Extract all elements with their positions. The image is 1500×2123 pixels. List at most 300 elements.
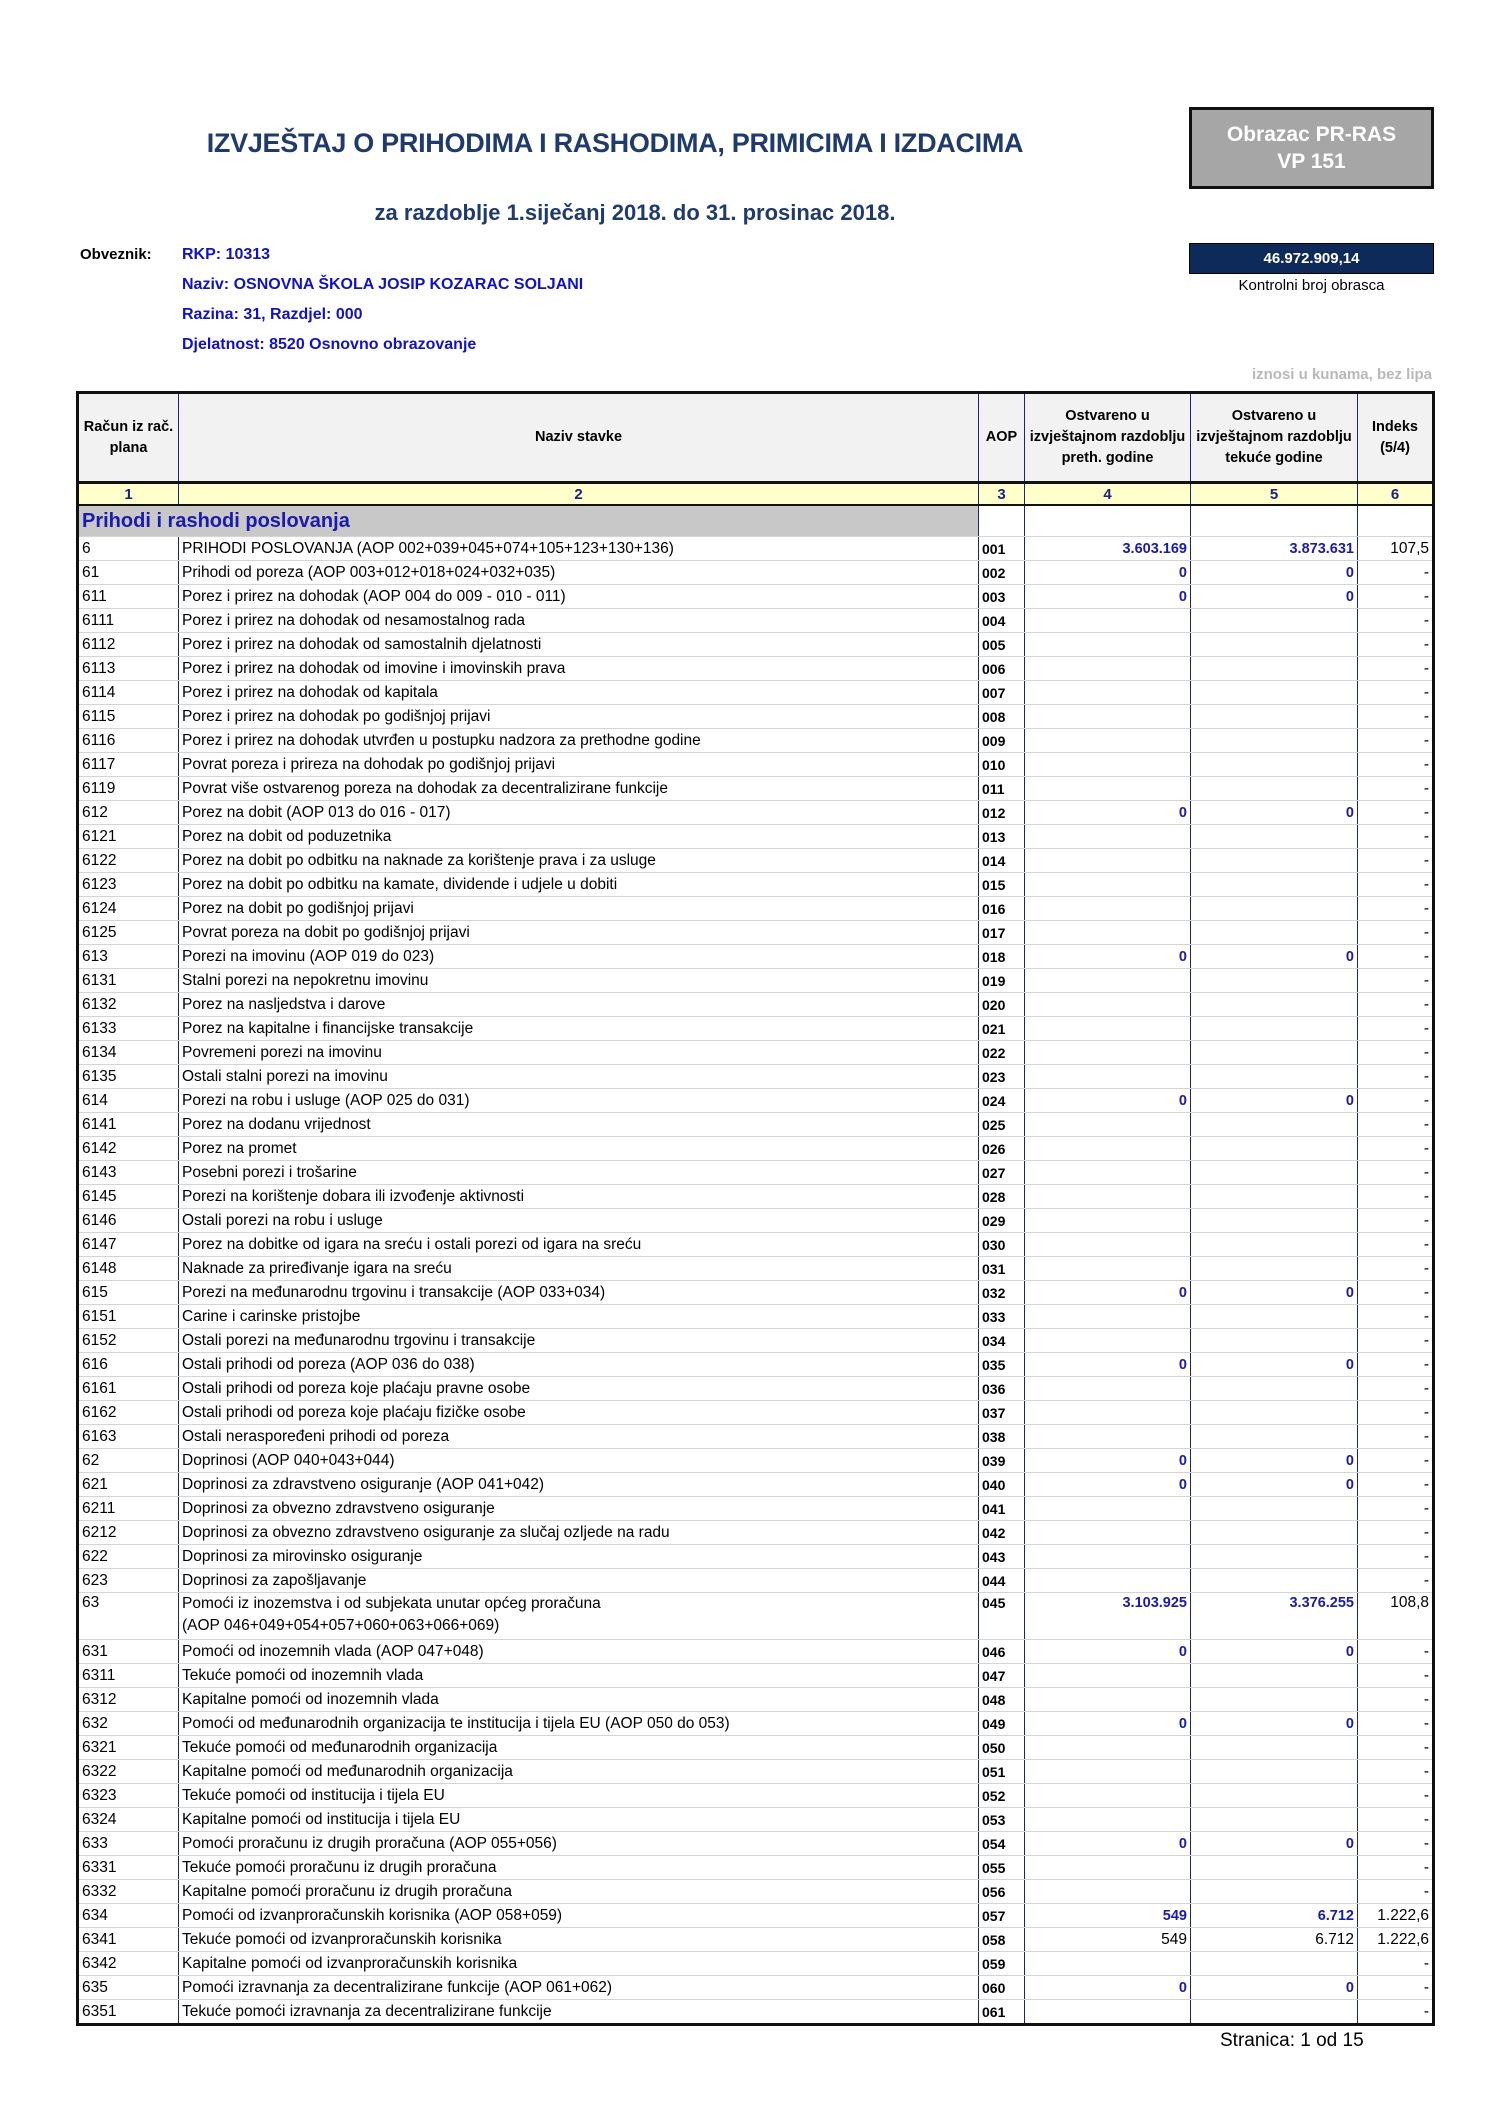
index-value: - bbox=[1358, 873, 1434, 897]
item-name: Pomoći od inozemnih vlada (AOP 047+048) bbox=[179, 1640, 979, 1664]
account-code: 6322 bbox=[78, 1760, 179, 1784]
table-row bbox=[78, 609, 1434, 633]
table-row bbox=[78, 873, 1434, 897]
item-name: Porez na promet bbox=[179, 1137, 979, 1161]
control-number: 46.972.909,14 bbox=[1189, 243, 1434, 274]
account-code: 6332 bbox=[78, 1880, 179, 1904]
item-name: Ostali prihodi od poreza koje plaćaju fizičke osobe bbox=[179, 1401, 979, 1425]
index-value: - bbox=[1358, 1113, 1434, 1137]
table-row bbox=[78, 1041, 1434, 1065]
item-name: Porez na dobit po odbitku na naknade za korištenje prava i za usluge bbox=[179, 849, 979, 873]
table-row bbox=[78, 1329, 1434, 1353]
table-row bbox=[78, 1808, 1434, 1832]
current-year-amount bbox=[1191, 705, 1358, 729]
item-name: Doprinosi za obvezno zdravstveno osiguranje bbox=[179, 1497, 979, 1521]
account-code: 6311 bbox=[78, 1664, 179, 1688]
current-year-amount: 0 bbox=[1191, 1640, 1358, 1664]
index-value: - bbox=[1358, 1808, 1434, 1832]
index-value: - bbox=[1358, 1760, 1434, 1784]
prev-year-amount bbox=[1025, 1041, 1191, 1065]
account-code: 6143 bbox=[78, 1161, 179, 1185]
aop-code: 003 bbox=[979, 585, 1025, 609]
prev-year-amount: 0 bbox=[1025, 561, 1191, 585]
index-value: - bbox=[1358, 1664, 1434, 1688]
table-row bbox=[78, 897, 1434, 921]
aop-code: 056 bbox=[979, 1880, 1025, 1904]
table-row bbox=[78, 1281, 1434, 1305]
form-code: Obrazac PR-RAS bbox=[1226, 123, 1397, 146]
current-year-amount bbox=[1191, 1113, 1358, 1137]
account-code: 6 bbox=[78, 537, 179, 561]
index-value: - bbox=[1358, 1161, 1434, 1185]
index-value: - bbox=[1358, 1832, 1434, 1856]
aop-code: 043 bbox=[979, 1545, 1025, 1569]
prev-year-amount: 0 bbox=[1025, 945, 1191, 969]
prev-year-amount: 0 bbox=[1025, 801, 1191, 825]
table-row bbox=[78, 1017, 1434, 1041]
table-row bbox=[78, 1904, 1434, 1928]
prev-year-amount bbox=[1025, 873, 1191, 897]
amounts-note: iznosi u kunama, bez lipa bbox=[1251, 366, 1432, 383]
aop-code: 010 bbox=[979, 753, 1025, 777]
account-code: 6324 bbox=[78, 1808, 179, 1832]
index-value: - bbox=[1358, 969, 1434, 993]
prev-year-amount bbox=[1025, 1425, 1191, 1449]
item-name: Posebni porezi i trošarine bbox=[179, 1161, 979, 1185]
prev-year-amount bbox=[1025, 1664, 1191, 1688]
index-value: - bbox=[1358, 1137, 1434, 1161]
current-year-amount bbox=[1191, 1784, 1358, 1808]
item-name: Porez i prirez na dohodak od nesamostalnog rada bbox=[179, 609, 979, 633]
index-value: 107,5 bbox=[1358, 537, 1434, 561]
current-year-amount bbox=[1191, 1257, 1358, 1281]
index-value: - bbox=[1358, 1688, 1434, 1712]
prev-year-amount bbox=[1025, 1113, 1191, 1137]
aop-code: 026 bbox=[979, 1137, 1025, 1161]
item-name: Kapitalne pomoći od institucija i tijela EU bbox=[179, 1808, 979, 1832]
table-row bbox=[78, 585, 1434, 609]
aop-code: 015 bbox=[979, 873, 1025, 897]
item-name: Porez na dodanu vrijednost bbox=[179, 1113, 979, 1137]
current-year-amount bbox=[1191, 1377, 1358, 1401]
index-value: - bbox=[1358, 1449, 1434, 1473]
prev-year-amount: 0 bbox=[1025, 1473, 1191, 1497]
item-name: Pomoći od izvanproračunskih korisnika (AOP 058+059) bbox=[179, 1904, 979, 1928]
aop-code: 028 bbox=[979, 1185, 1025, 1209]
current-year-amount bbox=[1191, 657, 1358, 681]
prev-year-amount bbox=[1025, 1305, 1191, 1329]
account-code: 6151 bbox=[78, 1305, 179, 1329]
current-year-amount bbox=[1191, 1041, 1358, 1065]
account-code: 6321 bbox=[78, 1736, 179, 1760]
aop-code: 041 bbox=[979, 1497, 1025, 1521]
index-value: - bbox=[1358, 657, 1434, 681]
aop-code: 061 bbox=[979, 2000, 1025, 2025]
col-header-name: Naziv stavke bbox=[179, 393, 979, 483]
col-number: 4 bbox=[1025, 483, 1191, 506]
current-year-amount bbox=[1191, 609, 1358, 633]
account-code: 6148 bbox=[78, 1257, 179, 1281]
prev-year-amount bbox=[1025, 1856, 1191, 1880]
table-row bbox=[78, 1473, 1434, 1497]
index-value: - bbox=[1358, 849, 1434, 873]
table-row bbox=[78, 1856, 1434, 1880]
prev-year-amount bbox=[1025, 1065, 1191, 1089]
table-row bbox=[78, 945, 1434, 969]
account-code: 6133 bbox=[78, 1017, 179, 1041]
index-value: - bbox=[1358, 1497, 1434, 1521]
account-code: 6135 bbox=[78, 1065, 179, 1089]
table-row bbox=[78, 537, 1434, 561]
index-value: - bbox=[1358, 681, 1434, 705]
prev-year-amount bbox=[1025, 609, 1191, 633]
col-number: 1 bbox=[78, 483, 179, 506]
current-year-amount bbox=[1191, 1856, 1358, 1880]
prev-year-amount bbox=[1025, 921, 1191, 945]
account-code: 632 bbox=[78, 1712, 179, 1736]
current-year-amount bbox=[1191, 1664, 1358, 1688]
index-value: - bbox=[1358, 1640, 1434, 1664]
table-row bbox=[78, 1233, 1434, 1257]
current-year-amount bbox=[1191, 1329, 1358, 1353]
account-code: 6112 bbox=[78, 633, 179, 657]
current-year-amount bbox=[1191, 2000, 1358, 2025]
prev-year-amount bbox=[1025, 1257, 1191, 1281]
current-year-amount bbox=[1191, 1688, 1358, 1712]
table-row bbox=[78, 1760, 1434, 1784]
aop-code: 021 bbox=[979, 1017, 1025, 1041]
item-name: Doprinosi za obvezno zdravstveno osiguranje za slučaj ozljede na radu bbox=[179, 1521, 979, 1545]
prev-year-amount: 0 bbox=[1025, 1449, 1191, 1473]
account-code: 6124 bbox=[78, 897, 179, 921]
entity-name: Naziv: OSNOVNA ŠKOLA JOSIP KOZARAC SOLJANI bbox=[182, 276, 584, 293]
account-code: 6116 bbox=[78, 729, 179, 753]
item-name: Ostali prihodi od poreza (AOP 036 do 038) bbox=[179, 1353, 979, 1377]
item-name: Porez i prirez na dohodak od imovine i imovinskih prava bbox=[179, 657, 979, 681]
account-code: 635 bbox=[78, 1976, 179, 2000]
table-row bbox=[78, 1497, 1434, 1521]
item-name: Porezi na robu i usluge (AOP 025 do 031) bbox=[179, 1089, 979, 1113]
prev-year-amount bbox=[1025, 753, 1191, 777]
account-code: 6342 bbox=[78, 1952, 179, 1976]
account-code: 6123 bbox=[78, 873, 179, 897]
prev-year-amount: 0 bbox=[1025, 1640, 1191, 1664]
item-name: Naknade za priređivanje igara na sreću bbox=[179, 1257, 979, 1281]
prev-year-amount: 549 bbox=[1025, 1904, 1191, 1928]
table-row bbox=[78, 657, 1434, 681]
header-row bbox=[78, 393, 1434, 483]
current-year-amount bbox=[1191, 1305, 1358, 1329]
aop-code: 059 bbox=[979, 1952, 1025, 1976]
aop-code: 005 bbox=[979, 633, 1025, 657]
index-value: - bbox=[1358, 1281, 1434, 1305]
index-value: - bbox=[1358, 1736, 1434, 1760]
account-code: 614 bbox=[78, 1089, 179, 1113]
table-row bbox=[78, 849, 1434, 873]
item-name: Porez na dobit po godišnjoj prijavi bbox=[179, 897, 979, 921]
current-year-amount bbox=[1191, 777, 1358, 801]
table-row bbox=[78, 1569, 1434, 1593]
item-name: Kapitalne pomoći od inozemnih vlada bbox=[179, 1688, 979, 1712]
aop-code: 055 bbox=[979, 1856, 1025, 1880]
aop-code: 019 bbox=[979, 969, 1025, 993]
prev-year-amount bbox=[1025, 1808, 1191, 1832]
prev-year-amount bbox=[1025, 1329, 1191, 1353]
current-year-amount bbox=[1191, 1065, 1358, 1089]
item-name: Tekuće pomoći od međunarodnih organizacija bbox=[179, 1736, 979, 1760]
current-year-amount: 0 bbox=[1191, 1089, 1358, 1113]
index-value: - bbox=[1358, 609, 1434, 633]
item-name: Pomoći iz inozemstva i od subjekata unutar općeg proračuna (AOP 046+049+054+057+060+063+066+069) bbox=[179, 1593, 979, 1640]
aop-code: 051 bbox=[979, 1760, 1025, 1784]
account-code: 6341 bbox=[78, 1928, 179, 1952]
index-value: - bbox=[1358, 1521, 1434, 1545]
prev-year-amount: 0 bbox=[1025, 1353, 1191, 1377]
index-value: - bbox=[1358, 801, 1434, 825]
table-row bbox=[78, 1521, 1434, 1545]
table-row bbox=[78, 1664, 1434, 1688]
aop-code: 001 bbox=[979, 537, 1025, 561]
item-name: Porez na nasljedstva i darove bbox=[179, 993, 979, 1017]
col-number: 2 bbox=[179, 483, 979, 506]
prev-year-amount bbox=[1025, 1736, 1191, 1760]
current-year-amount bbox=[1191, 729, 1358, 753]
col-header-current-year: Ostvareno u izvještajnom razdoblju tekuće godine bbox=[1191, 393, 1358, 483]
report-period: za razdoblje 1.siječanj 2018. do 31. prosinac 2018. bbox=[374, 200, 896, 225]
item-name: Ostali neraspoređeni prihodi od poreza bbox=[179, 1425, 979, 1449]
aop-code: 004 bbox=[979, 609, 1025, 633]
index-value: - bbox=[1358, 1185, 1434, 1209]
table-row bbox=[78, 1640, 1434, 1664]
index-value: - bbox=[1358, 2000, 1434, 2025]
table-row bbox=[78, 681, 1434, 705]
item-name: Kapitalne pomoći proračunu iz drugih proračuna bbox=[179, 1880, 979, 1904]
table-row bbox=[78, 1952, 1434, 1976]
item-name: Porez na dobit (AOP 013 do 016 - 017) bbox=[179, 801, 979, 825]
item-name: Doprinosi za zapošljavanje bbox=[179, 1569, 979, 1593]
item-name: PRIHODI POSLOVANJA (AOP 002+039+045+074+105+123+130+136) bbox=[179, 537, 979, 561]
aop-code: 007 bbox=[979, 681, 1025, 705]
aop-code: 013 bbox=[979, 825, 1025, 849]
current-year-amount: 3.873.631 bbox=[1191, 537, 1358, 561]
item-name: Porez i prirez na dohodak (AOP 004 do 009 - 010 - 011) bbox=[179, 585, 979, 609]
aop-code: 030 bbox=[979, 1233, 1025, 1257]
account-code: 6134 bbox=[78, 1041, 179, 1065]
table-row bbox=[78, 1353, 1434, 1377]
empty-cell bbox=[979, 505, 1025, 537]
index-value: 1.222,6 bbox=[1358, 1928, 1434, 1952]
aop-code: 042 bbox=[979, 1521, 1025, 1545]
item-name: Povremeni porezi na imovinu bbox=[179, 1041, 979, 1065]
aop-code: 008 bbox=[979, 705, 1025, 729]
prev-year-amount bbox=[1025, 1880, 1191, 1904]
index-value: - bbox=[1358, 1017, 1434, 1041]
account-code: 6323 bbox=[78, 1784, 179, 1808]
prev-year-amount bbox=[1025, 1161, 1191, 1185]
item-name: Ostali porezi na međunarodnu trgovinu i transakcije bbox=[179, 1329, 979, 1353]
section-title: Prihodi i rashodi poslovanja bbox=[78, 505, 979, 537]
current-year-amount bbox=[1191, 1425, 1358, 1449]
current-year-amount: 0 bbox=[1191, 945, 1358, 969]
account-code: 615 bbox=[78, 1281, 179, 1305]
prev-year-amount bbox=[1025, 1952, 1191, 1976]
item-name: Kapitalne pomoći od izvanproračunskih korisnika bbox=[179, 1952, 979, 1976]
current-year-amount bbox=[1191, 1185, 1358, 1209]
aop-code: 045 bbox=[979, 1593, 1025, 1640]
account-code: 6119 bbox=[78, 777, 179, 801]
account-code: 6351 bbox=[78, 2000, 179, 2025]
prev-year-amount bbox=[1025, 1497, 1191, 1521]
aop-code: 038 bbox=[979, 1425, 1025, 1449]
item-name: Carine i carinske pristojbe bbox=[179, 1305, 979, 1329]
table-row bbox=[78, 1137, 1434, 1161]
account-code: 6115 bbox=[78, 705, 179, 729]
activity: Djelatnost: 8520 Osnovno obrazovanje bbox=[182, 336, 477, 353]
index-value: - bbox=[1358, 1569, 1434, 1593]
index-value: - bbox=[1358, 1425, 1434, 1449]
index-value: - bbox=[1358, 633, 1434, 657]
index-value: - bbox=[1358, 777, 1434, 801]
prev-year-amount bbox=[1025, 1233, 1191, 1257]
account-code: 622 bbox=[78, 1545, 179, 1569]
aop-code: 006 bbox=[979, 657, 1025, 681]
index-value: - bbox=[1358, 1880, 1434, 1904]
prev-year-amount bbox=[1025, 969, 1191, 993]
table-row bbox=[78, 1089, 1434, 1113]
current-year-amount: 0 bbox=[1191, 801, 1358, 825]
empty-cell bbox=[1358, 505, 1434, 537]
account-code: 6142 bbox=[78, 1137, 179, 1161]
col-header-index: Indeks (5/4) bbox=[1358, 393, 1434, 483]
account-code: 6117 bbox=[78, 753, 179, 777]
current-year-amount bbox=[1191, 753, 1358, 777]
current-year-amount bbox=[1191, 1569, 1358, 1593]
account-code: 616 bbox=[78, 1353, 179, 1377]
index-value: - bbox=[1358, 993, 1434, 1017]
aop-code: 057 bbox=[979, 1904, 1025, 1928]
account-code: 6125 bbox=[78, 921, 179, 945]
table-row bbox=[78, 561, 1434, 585]
index-value: - bbox=[1358, 585, 1434, 609]
table-row bbox=[78, 969, 1434, 993]
page-number: Stranica: 1 od 15 bbox=[1220, 2030, 1364, 2051]
prev-year-amount bbox=[1025, 1137, 1191, 1161]
item-name: Ostali prihodi od poreza koje plaćaju pravne osobe bbox=[179, 1377, 979, 1401]
table-row bbox=[78, 1257, 1434, 1281]
prev-year-amount bbox=[1025, 1784, 1191, 1808]
table-row bbox=[78, 1425, 1434, 1449]
table-row bbox=[78, 1712, 1434, 1736]
form-variant: VP 151 bbox=[1277, 150, 1346, 173]
current-year-amount: 0 bbox=[1191, 1712, 1358, 1736]
current-year-amount bbox=[1191, 1017, 1358, 1041]
prev-year-amount bbox=[1025, 777, 1191, 801]
current-year-amount bbox=[1191, 825, 1358, 849]
current-year-amount bbox=[1191, 921, 1358, 945]
col-header-prev-year: Ostvareno u izvještajnom razdoblju preth. godine bbox=[1025, 393, 1191, 483]
item-name: Doprinosi za mirovinsko osiguranje bbox=[179, 1545, 979, 1569]
item-name: Tekuće pomoći od inozemnih vlada bbox=[179, 1664, 979, 1688]
item-name: Kapitalne pomoći od međunarodnih organizacija bbox=[179, 1760, 979, 1784]
empty-cell bbox=[1025, 505, 1191, 537]
index-value: - bbox=[1358, 1089, 1434, 1113]
aop-code: 040 bbox=[979, 1473, 1025, 1497]
current-year-amount bbox=[1191, 681, 1358, 705]
aop-code: 012 bbox=[979, 801, 1025, 825]
index-value: - bbox=[1358, 1257, 1434, 1281]
prev-year-amount: 3.103.925 bbox=[1025, 1593, 1191, 1640]
table-row bbox=[78, 1688, 1434, 1712]
account-code: 6312 bbox=[78, 1688, 179, 1712]
account-code: 6331 bbox=[78, 1856, 179, 1880]
aop-code: 050 bbox=[979, 1736, 1025, 1760]
account-code: 6132 bbox=[78, 993, 179, 1017]
index-value: - bbox=[1358, 945, 1434, 969]
index-value: 1.222,6 bbox=[1358, 1904, 1434, 1928]
index-value: - bbox=[1358, 1233, 1434, 1257]
control-number-label: Kontrolni broj obrasca bbox=[1238, 277, 1385, 294]
aop-code: 044 bbox=[979, 1569, 1025, 1593]
account-code: 6145 bbox=[78, 1185, 179, 1209]
prev-year-amount bbox=[1025, 705, 1191, 729]
prev-year-amount bbox=[1025, 1545, 1191, 1569]
aop-code: 020 bbox=[979, 993, 1025, 1017]
item-name: Ostali stalni porezi na imovinu bbox=[179, 1065, 979, 1089]
current-year-amount: 3.376.255 bbox=[1191, 1593, 1358, 1640]
aop-code: 009 bbox=[979, 729, 1025, 753]
account-code: 6141 bbox=[78, 1113, 179, 1137]
aop-code: 049 bbox=[979, 1712, 1025, 1736]
table-row bbox=[78, 777, 1434, 801]
rkp: RKP: 10313 bbox=[182, 246, 271, 263]
obveznik-label: Obveznik: bbox=[80, 246, 152, 263]
current-year-amount bbox=[1191, 1880, 1358, 1904]
account-code: 6162 bbox=[78, 1401, 179, 1425]
index-value: - bbox=[1358, 1712, 1434, 1736]
current-year-amount bbox=[1191, 1161, 1358, 1185]
index-value: - bbox=[1358, 921, 1434, 945]
table-row bbox=[78, 1545, 1434, 1569]
current-year-amount: 0 bbox=[1191, 1832, 1358, 1856]
account-code: 6146 bbox=[78, 1209, 179, 1233]
prev-year-amount: 0 bbox=[1025, 1832, 1191, 1856]
index-value: - bbox=[1358, 1377, 1434, 1401]
table-row bbox=[78, 825, 1434, 849]
prev-year-amount bbox=[1025, 657, 1191, 681]
item-name: Povrat poreza na dobit po godišnjoj prijavi bbox=[179, 921, 979, 945]
item-name: Stalni porezi na nepokretnu imovinu bbox=[179, 969, 979, 993]
aop-code: 039 bbox=[979, 1449, 1025, 1473]
account-code: 6121 bbox=[78, 825, 179, 849]
current-year-amount: 0 bbox=[1191, 1976, 1358, 2000]
item-name: Porez i prirez na dohodak utvrđen u postupku nadzora za prethodne godine bbox=[179, 729, 979, 753]
table-row bbox=[78, 1305, 1434, 1329]
table-row bbox=[78, 2000, 1434, 2025]
account-code: 6211 bbox=[78, 1497, 179, 1521]
prev-year-amount bbox=[1025, 1017, 1191, 1041]
aop-code: 035 bbox=[979, 1353, 1025, 1377]
account-code: 63 bbox=[78, 1593, 179, 1640]
index-value: - bbox=[1358, 1976, 1434, 2000]
account-code: 613 bbox=[78, 945, 179, 969]
prev-year-amount: 0 bbox=[1025, 1976, 1191, 2000]
item-name: Porez na kapitalne i financijske transakcije bbox=[179, 1017, 979, 1041]
aop-code: 032 bbox=[979, 1281, 1025, 1305]
index-value: - bbox=[1358, 753, 1434, 777]
aop-code: 031 bbox=[979, 1257, 1025, 1281]
table-row bbox=[78, 1113, 1434, 1137]
aop-code: 011 bbox=[979, 777, 1025, 801]
